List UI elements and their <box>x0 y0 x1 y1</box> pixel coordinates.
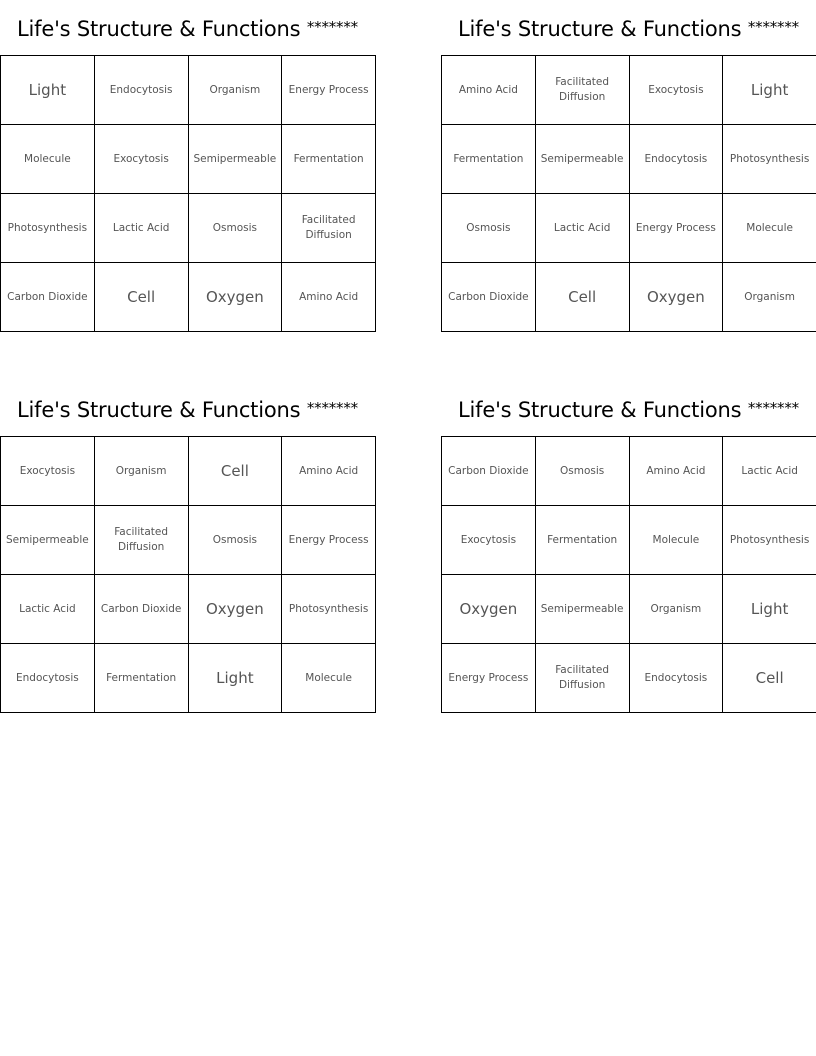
grid-cell: Lactic Acid <box>94 194 188 263</box>
grid-cell: Endocytosis <box>94 56 188 125</box>
grid-row <box>442 56 816 125</box>
grid-cell: Carbon Dioxide <box>94 575 188 644</box>
grid-row <box>442 575 816 644</box>
card-title-stars: ******* <box>306 18 358 36</box>
grid-cell: Molecule <box>1 125 95 194</box>
card-title <box>0 0 375 55</box>
bingo-card-3 <box>0 381 375 713</box>
grid-cell: Amino Acid <box>629 437 723 506</box>
grid-cell: Oxygen <box>629 263 723 332</box>
card-title-text: Life's Structure & Functions <box>17 17 301 41</box>
grid-cell: Cell <box>723 644 816 713</box>
grid-cell: Organism <box>188 56 282 125</box>
grid-cell: Photosynthesis <box>282 575 376 644</box>
bingo-card-4 <box>441 381 816 713</box>
grid-row <box>1 644 376 713</box>
grid-cell: Amino Acid <box>282 263 376 332</box>
grid-cell: Organism <box>94 437 188 506</box>
grid-row <box>1 575 376 644</box>
card-title-stars: ******* <box>747 399 799 417</box>
grid-row <box>1 437 376 506</box>
grid-cell: Fermentation <box>442 125 536 194</box>
grid-cell: Photosynthesis <box>723 506 816 575</box>
grid-cell: Light <box>723 575 816 644</box>
grid-cell: Organism <box>723 263 816 332</box>
grid-row <box>1 194 376 263</box>
grid-cell: Facilitated Diffusion <box>535 56 629 125</box>
grid-cell: Energy Process <box>442 644 536 713</box>
grid-cell: Semipermeable <box>1 506 95 575</box>
grid-cell: Amino Acid <box>442 56 536 125</box>
grid-cell: Exocytosis <box>629 56 723 125</box>
grid-cell: Osmosis <box>535 437 629 506</box>
bingo-card-1 <box>0 0 375 332</box>
grid-cell: Photosynthesis <box>723 125 816 194</box>
grid-row <box>442 437 816 506</box>
grid-cell: Fermentation <box>535 506 629 575</box>
grid-cell: Oxygen <box>188 263 282 332</box>
grid-cell: Endocytosis <box>629 125 723 194</box>
grid-cell: Semipermeable <box>188 125 282 194</box>
card-title-stars: ******* <box>747 18 799 36</box>
grid-cell: Semipermeable <box>535 575 629 644</box>
grid-row <box>1 506 376 575</box>
card-title-text: Life's Structure & Functions <box>458 398 742 422</box>
card-title <box>0 381 375 436</box>
grid-row <box>1 56 376 125</box>
bingo-grid <box>0 55 376 332</box>
grid-row <box>1 125 376 194</box>
grid-cell: Energy Process <box>629 194 723 263</box>
grid-cell: Oxygen <box>442 575 536 644</box>
grid-cell: Carbon Dioxide <box>442 263 536 332</box>
grid-cell: Lactic Acid <box>535 194 629 263</box>
grid-cell: Cell <box>535 263 629 332</box>
grid-cell: Amino Acid <box>282 437 376 506</box>
grid-row <box>442 194 816 263</box>
grid-cell: Carbon Dioxide <box>1 263 95 332</box>
grid-row <box>442 644 816 713</box>
bingo-card-2 <box>441 0 816 332</box>
grid-cell: Energy Process <box>282 506 376 575</box>
grid-row <box>442 506 816 575</box>
grid-cell: Energy Process <box>282 56 376 125</box>
grid-row <box>442 125 816 194</box>
card-title-text: Life's Structure & Functions <box>458 17 742 41</box>
grid-cell: Exocytosis <box>94 125 188 194</box>
grid-cell: Photosynthesis <box>1 194 95 263</box>
grid-cell: Oxygen <box>188 575 282 644</box>
card-title <box>441 0 816 55</box>
grid-cell: Cell <box>188 437 282 506</box>
grid-cell: Carbon Dioxide <box>442 437 536 506</box>
card-title-text: Life's Structure & Functions <box>17 398 301 422</box>
grid-cell: Exocytosis <box>442 506 536 575</box>
grid-cell: Cell <box>94 263 188 332</box>
grid-row <box>1 263 376 332</box>
grid-cell: Light <box>1 56 95 125</box>
bingo-grid <box>441 436 816 713</box>
bingo-grid <box>0 436 376 713</box>
grid-cell: Fermentation <box>282 125 376 194</box>
grid-cell: Molecule <box>629 506 723 575</box>
grid-cell: Osmosis <box>188 506 282 575</box>
grid-cell: Exocytosis <box>1 437 95 506</box>
grid-cell: Facilitated Diffusion <box>94 506 188 575</box>
grid-cell: Light <box>723 56 816 125</box>
grid-cell: Endocytosis <box>1 644 95 713</box>
card-title-stars: ******* <box>306 399 358 417</box>
grid-cell: Light <box>188 644 282 713</box>
grid-cell: Facilitated Diffusion <box>282 194 376 263</box>
grid-cell: Fermentation <box>94 644 188 713</box>
card-title <box>441 381 816 436</box>
grid-cell: Facilitated Diffusion <box>535 644 629 713</box>
grid-cell: Organism <box>629 575 723 644</box>
grid-cell: Osmosis <box>442 194 536 263</box>
bingo-grid <box>441 55 816 332</box>
grid-cell: Semipermeable <box>535 125 629 194</box>
grid-cell: Lactic Acid <box>723 437 816 506</box>
grid-row <box>442 263 816 332</box>
grid-cell: Lactic Acid <box>1 575 95 644</box>
grid-cell: Endocytosis <box>629 644 723 713</box>
grid-cell: Molecule <box>282 644 376 713</box>
grid-cell: Osmosis <box>188 194 282 263</box>
grid-cell: Molecule <box>723 194 816 263</box>
